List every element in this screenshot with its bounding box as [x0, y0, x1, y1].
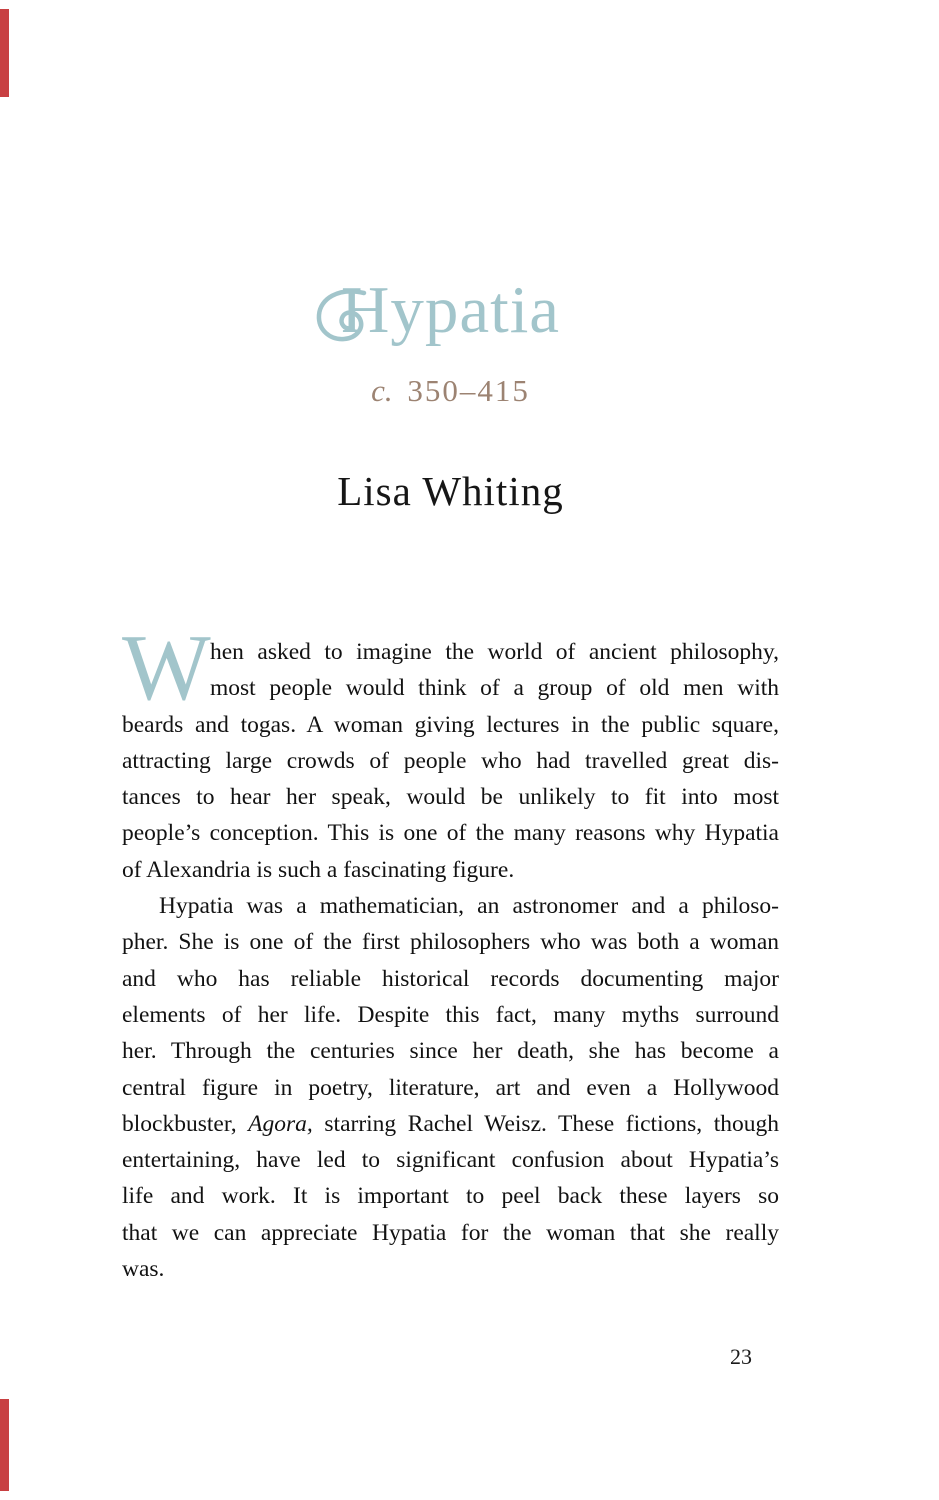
life-dates [122, 371, 779, 411]
page-number: 23 [730, 1344, 752, 1369]
text-line: people’s conception. This is one of the many reasons why Hypatia [122, 820, 779, 847]
text-line-with-italic [122, 1106, 779, 1142]
text-line: tances to hear her speak, would be unlikely to fit into most [122, 784, 779, 811]
text-line: pher. She is one of the first philosophers who was both a woman [122, 929, 779, 956]
red-edge-mark-top [0, 9, 9, 97]
chapter-title-text: Hypatia [340, 273, 561, 347]
text-line: most people would think of a group of old men with [210, 675, 779, 702]
text-line: Hypatia was a mathematician, an astronomer and a philoso- [159, 893, 779, 920]
circa-abbreviation: c. [371, 373, 393, 408]
text-line: entertaining, have led to significant confusion about Hypatia’s [122, 1147, 779, 1174]
body-text [122, 616, 779, 1287]
text-line: and who has reliable historical records documenting major [122, 965, 779, 992]
text-segment: blockbuster, [122, 1110, 237, 1137]
text-line: was. [122, 1256, 165, 1283]
text-line: beards and togas. A woman giving lectures in the public square, [122, 711, 779, 738]
author-name: Lisa Whiting [337, 468, 564, 514]
text-line: attracting large crowds of people who had travelled great dis- [122, 747, 779, 774]
text-line: hen asked to imagine the world of ancient philosophy, [210, 639, 779, 665]
text-line: of Alexandria is such a fascinating figure. [122, 856, 515, 883]
life-dates-range: 350–415 [407, 373, 530, 408]
book-title-agora: Agora, [248, 1110, 313, 1137]
text-line: life and work. It is important to peel back these layers so [122, 1183, 779, 1210]
text-line: that we can appreciate Hypatia for the woman that she really [122, 1219, 779, 1246]
red-edge-mark-bottom [0, 1399, 9, 1491]
text-line: elements of her life. Despite this fact, many myths surround [122, 1001, 779, 1028]
drop-cap [122, 616, 211, 720]
text-line: central figure in poetry, literature, art and even a Hollywood [122, 1074, 779, 1101]
chapter-title [122, 270, 779, 350]
text-line: her. Through the centuries since her death, she has become a [122, 1038, 779, 1065]
drop-cap-letter: W [122, 616, 211, 720]
title-flourish-icon [314, 285, 372, 343]
chapter-title-word [341, 270, 560, 350]
text-segment: starring Rachel Weisz. These fictions, though [324, 1110, 779, 1137]
